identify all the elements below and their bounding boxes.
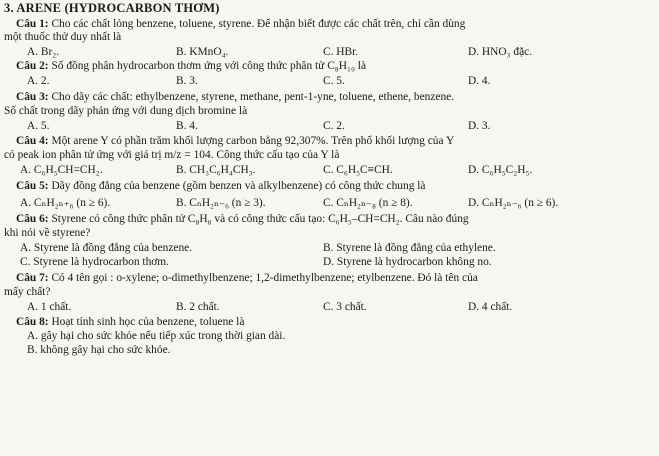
q5-option-b[interactable]: B. CₙH₂ₙ₋₆ (n ≥ 3).: [176, 197, 266, 209]
question-2: Câu 2: Số đồng phân hydrocarbon thơm ứng với công thức phân tử C₈H₁₀ là: [16, 60, 367, 72]
q7-option-d[interactable]: D. 4 chất.: [468, 301, 513, 313]
q2-option-d[interactable]: D. 4.: [468, 75, 491, 87]
q6-option-d[interactable]: D. Styrene là hydrocarbon không no.: [323, 256, 492, 268]
q5-option-a[interactable]: A. CₙH₂ₙ₊₆ (n ≥ 6).: [20, 197, 111, 209]
q5-option-d[interactable]: D. CₙH₂ₙ₋₆ (n ≥ 6).: [468, 197, 559, 209]
q2-option-b[interactable]: B. 3.: [176, 75, 198, 87]
question-3-cont: Số chất trong dãy phản ứng với dung dịch bromine là: [4, 105, 248, 117]
q1-option-c[interactable]: C. HBr.: [323, 46, 359, 58]
question-4-cont: có peak ion phân tử ứng với giá trị m/z = 104. Công thức cấu tạo của Y là: [4, 149, 340, 161]
q4-option-a[interactable]: A. C₆H₅CH=CH₂.: [20, 164, 103, 176]
q3-option-c[interactable]: C. 2.: [323, 120, 345, 132]
section-title: 3. ARENE (HYDROCARBON THƠM): [4, 1, 220, 15]
question-7: Câu 7: Có 4 tên gọi : o-xylene; o-dimethylbenzene; 1,2-dimethylbenzene; etylbenzene. Đó là tên của: [16, 272, 478, 284]
q3-option-b[interactable]: B. 4.: [176, 120, 198, 132]
q6-option-a[interactable]: A. Styrene là đồng đẳng của benzene.: [20, 242, 193, 254]
q7-option-b[interactable]: B. 2 chất.: [176, 301, 220, 313]
q1-option-b[interactable]: B. KMnO₄.: [176, 46, 229, 58]
question-4: Câu 4: Một arene Y có phần trăm khối lượng carbon bằng 92,307%. Trên phổ khối lượng của Y: [16, 135, 455, 147]
question-3: Câu 3: Cho dãy các chất: ethylbenzene, styrene, methane, pent-1-yne, toluene, ethene, benzene.: [16, 91, 455, 103]
q3-option-d[interactable]: D. 3.: [468, 120, 491, 132]
q1-option-d[interactable]: D. HNO₃ đặc.: [468, 46, 533, 58]
q7-option-a[interactable]: A. 1 chất.: [27, 301, 72, 313]
question-7-cont: mấy chất?: [4, 286, 51, 298]
q5-option-c[interactable]: C. CₙH₂ₙ₋₈ (n ≥ 8).: [323, 197, 413, 209]
q1-option-a[interactable]: A. Br₂.: [27, 46, 60, 58]
question-5: Câu 5: Dãy đồng đẳng của benzene (gồm benzen và alkylbenzene) có công thức chung là: [16, 180, 426, 192]
q6-option-c[interactable]: C. Styrene là hydrocarbon thơm.: [20, 256, 170, 268]
question-6-cont: khi nói về styrene?: [4, 227, 91, 239]
q7-option-c[interactable]: C. 3 chất.: [323, 301, 367, 313]
q8-option-a[interactable]: A. gây hại cho sức khỏe nếu tiếp xúc trong thời gian dài.: [27, 330, 286, 342]
question-1-cont: một thuốc thử duy nhất là: [4, 31, 122, 43]
q4-option-d[interactable]: D. C₆H₅C₂H₅.: [468, 164, 533, 176]
q2-option-c[interactable]: C. 5.: [323, 75, 345, 87]
question-1: Câu 1: Cho các chất lỏng benzene, toluene, styrene. Để nhận biết được các chất trên, chỉ cần dùng: [16, 18, 466, 30]
q6-option-b[interactable]: B. Styrene là đồng đẳng của ethylene.: [323, 242, 496, 254]
q8-option-b[interactable]: B. không gây hại cho sức khỏe.: [27, 344, 171, 356]
q2-option-a[interactable]: A. 2.: [27, 75, 50, 87]
q3-option-a[interactable]: A. 5.: [27, 120, 50, 132]
q4-option-b[interactable]: B. CH₃C₆H₄CH₃.: [176, 164, 256, 176]
q4-option-c[interactable]: C. C₆H₅C≡CH.: [323, 164, 393, 176]
question-6: Câu 6: Styrene có công thức phân tử C₈H₈ và có công thức cấu tạo: C₆H₅–CH=CH₂. Câu nào đúng: [16, 213, 469, 225]
question-8: Câu 8: Hoạt tính sinh học của benzene, toluene là: [16, 316, 245, 328]
